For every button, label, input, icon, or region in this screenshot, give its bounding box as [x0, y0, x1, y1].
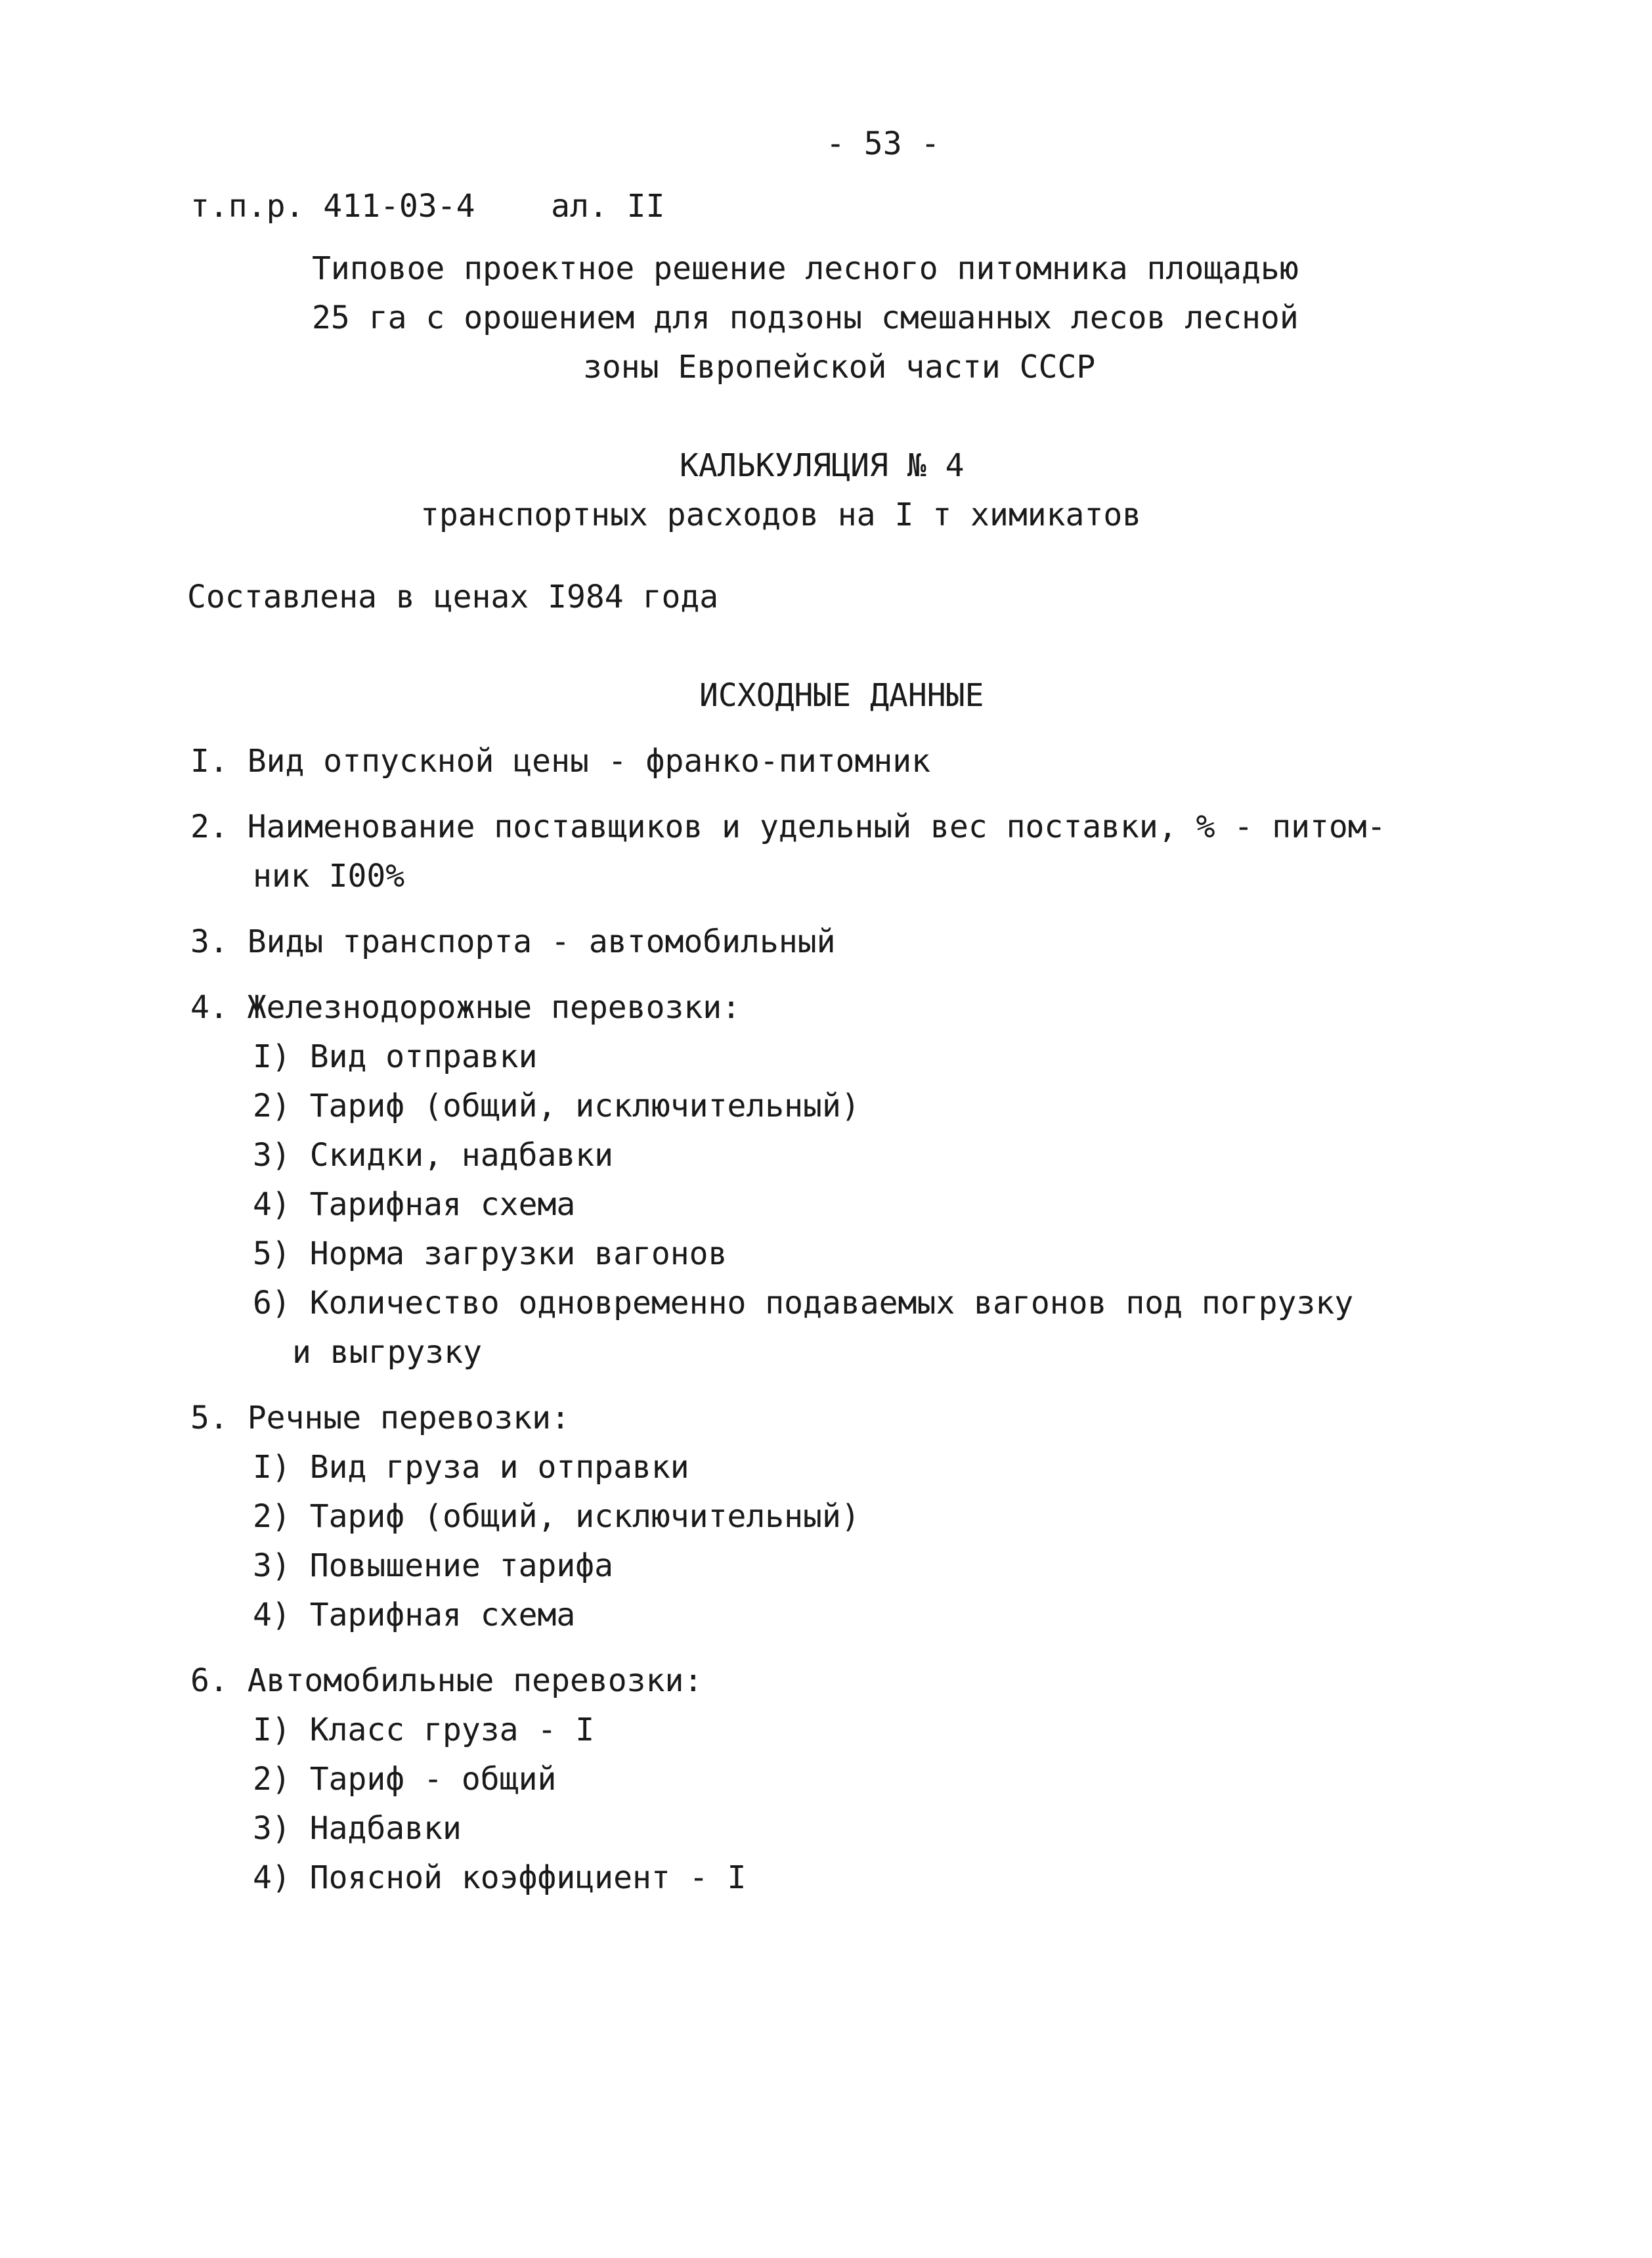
calculation-title: КАЛЬКУЛЯЦИЯ № 4	[680, 447, 965, 484]
sub-list-item: 3) Скидки, надбавки	[253, 1137, 614, 1174]
sub-list-item: 4) Тарифная схема	[253, 1597, 576, 1633]
sub-list-item: 4) Тарифная схема	[253, 1186, 576, 1223]
sub-list-item: 2) Тариф - общий	[253, 1761, 557, 1798]
sub-list-item: 5) Норма загрузки вагонов	[253, 1235, 728, 1272]
list-item: 6. Автомобильные перевозки:	[190, 1662, 703, 1699]
sub-list-item: I) Вид груза и отправки	[253, 1449, 689, 1486]
list-item: 2. Наименование поставщиков и удельный вес поставки, % - питом-	[190, 808, 1386, 845]
sub-list-item: I) Вид отправки	[253, 1038, 538, 1075]
document-title-line-2: 25 га с орошением для подзоны смешанных лесов лесной	[312, 299, 1299, 336]
list-item: 4. Железнодорожные перевозки:	[190, 989, 741, 1026]
document-reference: т.п.р. 411-03-4 ал. II	[190, 188, 665, 225]
sub-list-item: 6) Количество одновременно подаваемых вагонов под погрузку	[253, 1285, 1354, 1321]
sub-list-item-continuation: и выгрузку	[292, 1334, 482, 1371]
document-title-line-1: Типовое проектное решение лесного питомника площадью	[312, 250, 1299, 287]
page-number: - 53 -	[826, 125, 940, 162]
list-item-continuation: ник I00%	[253, 858, 405, 895]
sub-list-item: 3) Повышение тарифа	[253, 1547, 614, 1584]
document-title-line-3: зоны Европейской части СССР	[583, 349, 1096, 386]
section-heading: ИСХОДНЫЕ ДАННЫЕ	[699, 677, 984, 714]
list-item: I. Вид отпускной цены - франко-питомник	[190, 743, 931, 780]
prices-note: Составлена в ценах I984 года	[187, 579, 719, 615]
calculation-subtitle: транспортных расходов на I т химикатов	[420, 497, 1142, 533]
sub-list-item: 2) Тариф (общий, исключительный)	[253, 1498, 860, 1535]
sub-list-item: 2) Тариф (общий, исключительный)	[253, 1088, 860, 1124]
sub-list-item: I) Класс груза - I	[253, 1712, 595, 1748]
list-item: 5. Речные перевозки:	[190, 1400, 570, 1436]
sub-list-item: 3) Надбавки	[253, 1810, 462, 1847]
sub-list-item: 4) Поясной коэффициент - I	[253, 1859, 747, 1896]
list-item: 3. Виды транспорта - автомобильный	[190, 923, 836, 960]
